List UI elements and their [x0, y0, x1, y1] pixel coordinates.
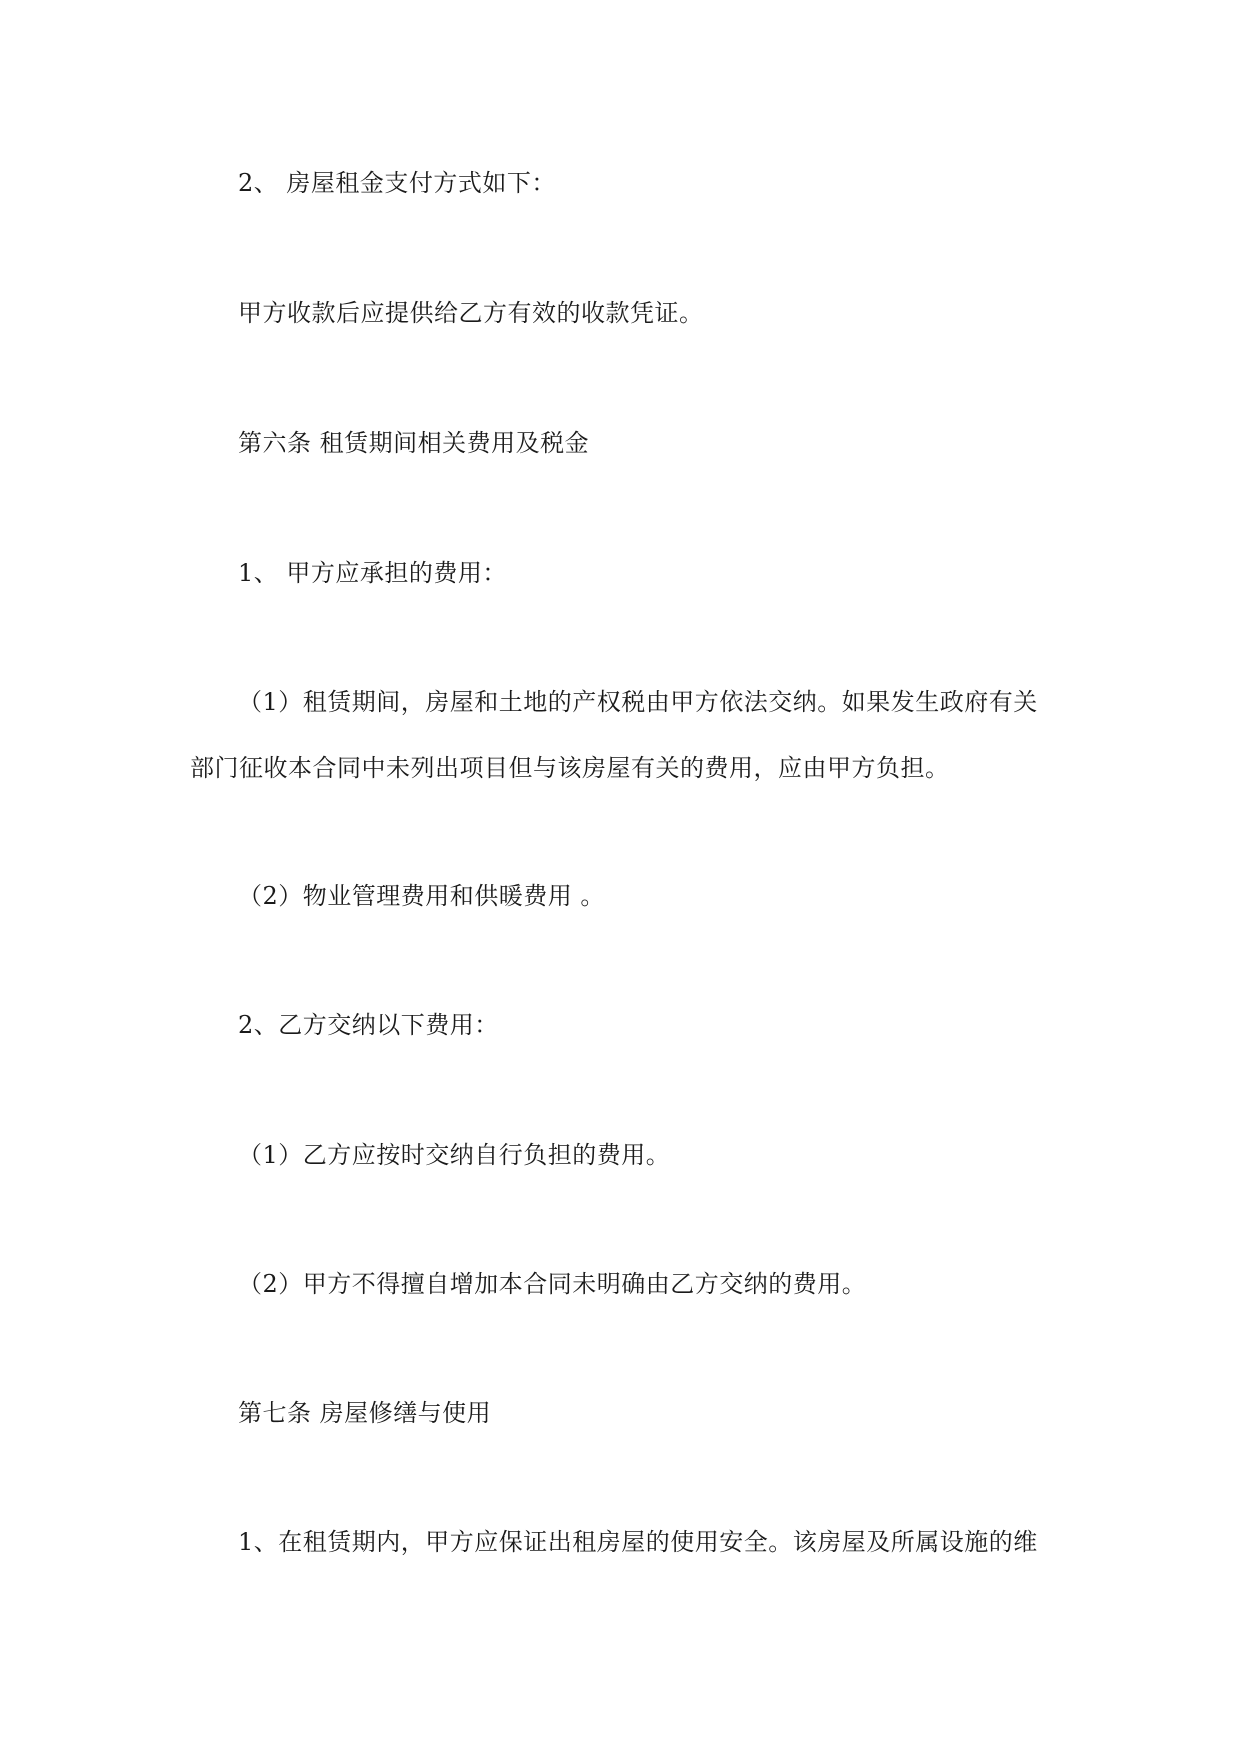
clause-item-property-tax-cont: 部门征收本合同中未列出项目但与该房屋有关的费用，应由甲方负担。 — [190, 754, 950, 782]
clause-item-pay-on-time: （1）乙方应按时交纳自行负担的费用。 — [238, 1141, 671, 1169]
clause-safety-guarantee: 1、在租赁期内，甲方应保证出租房屋的使用安全。该房屋及所属设施的维 — [238, 1528, 1038, 1556]
clause-receipt: 甲方收款后应提供给乙方有效的收款凭证。 — [238, 299, 704, 327]
clause-item-property-tax: （1）租赁期间，房屋和土地的产权税由甲方依法交纳。如果发生政府有关 — [238, 688, 1038, 716]
clause-party-a-fees: 1、 甲方应承担的费用： — [238, 559, 507, 587]
clause-payment-method: 2、 房屋租金支付方式如下： — [238, 169, 556, 197]
clause-item-no-extra-fees: （2）甲方不得擅自增加本合同未明确由乙方交纳的费用。 — [238, 1270, 867, 1298]
article-6-heading: 第六条 租赁期间相关费用及税金 — [238, 429, 590, 457]
clause-item-management-fee: （2）物业管理费用和供暖费用 。 — [238, 882, 605, 910]
article-7-heading: 第七条 房屋修缮与使用 — [238, 1399, 492, 1427]
clause-party-b-fees: 2、乙方交纳以下费用： — [238, 1011, 499, 1039]
